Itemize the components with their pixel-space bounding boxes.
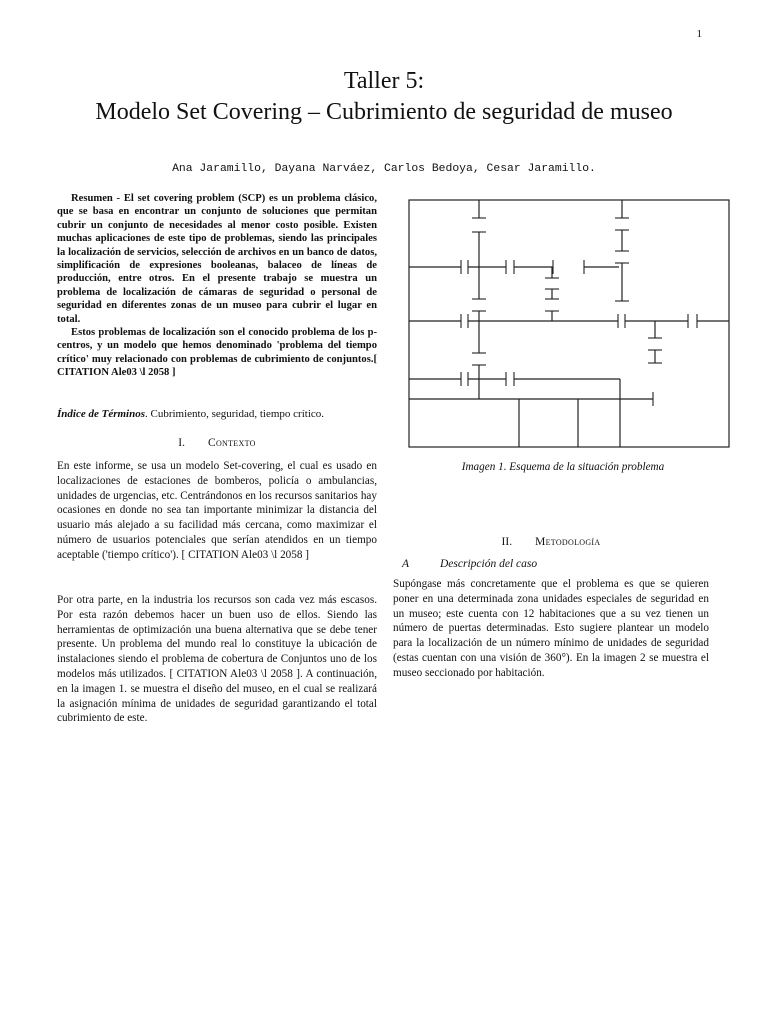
section-1-numeral: I. xyxy=(178,437,185,449)
museum-floor-plan xyxy=(408,199,730,448)
museum-outer-wall xyxy=(409,200,729,447)
abstract xyxy=(57,192,377,380)
authors: Ana Jaramillo, Dayana Narváez, Carlos Bedoya, Cesar Jaramillo. xyxy=(172,163,596,175)
section-1-heading xyxy=(57,437,377,449)
section-1-paragraph-1: En este informe, se usa un modelo Set-covering, el cual es usado en localizaciones de estaciones de bomberos, policía o ambulancias, unidades de urgencias, etc. Centrándonos en los recursos sanitarios hay ocasiones en donde no sea tan importante minimizar la distancia del usuario más alejado a su facilidad más cercana, como maximizar el número de usuarios potenciales que serían atendidos en un tiempo aceptable ('tiempo crítico'). [ CITATION Ale03 \l 2058 ] xyxy=(57,460,377,561)
abstract-paragraph-2: Estos problemas de localización son el conocido problema de los p-centros, y un modelo que hemos denominado 'problema del tiempo crítico' muy relacionado con problemas de cubrimiento de conjuntos.[ CITATION Ale03 \l 2058 ] xyxy=(57,327,377,379)
section-1-paragraph-2: Por otra parte, en la industria los recursos son cada vez más escasos. Por esta razón debemos hacer un buen uso de ellos. Siendo las herramientas de optimización una buena alternativa que se debe tener presente. Un problema del mundo real lo constituye la ubicación de instalaciones siendo el problema de cobertura de Conjuntos uno de los modelos más utilizados. [ CITATION Ale03 \l 2058 ]. A continuación, en la imagen 1. se muestra el diseño del museo, en el cual se realizará la asignación mínima de unidades de seguridad garantizando el total cubrimiento de este. xyxy=(57,594,377,725)
index-terms-text: . Cubrimiento, seguridad, tiempo crítico. xyxy=(145,408,325,420)
figure-caption: Imagen 1. Esquema de la situación problema xyxy=(461,461,665,473)
page-number: 1 xyxy=(696,28,702,40)
section-2-paragraph-1: Supóngase más concretamente que el problema es que se quieren poner en una determinada zona unidades especiales de seguridad en un museo; este cuenta con 12 habitaciones que a su vez tienen un número de puertas determinadas. Esto sugiere plantear un modelo para la localización de un número mínimo de unidades de seguridad (estas cuentan con una visión de 360°). En la imagen 2 se muestra el museo seccionado por habitación. xyxy=(393,578,709,679)
paper-title xyxy=(0,66,768,128)
section-2-numeral: II. xyxy=(501,536,513,548)
section-1-name: Contexto xyxy=(208,437,256,449)
title-line-2: Modelo Set Covering – Cubrimiento de seguridad de museo xyxy=(95,99,673,125)
index-terms xyxy=(57,408,377,420)
subsection-title: Descripción del caso xyxy=(440,558,538,570)
index-terms-label: Índice de Términos xyxy=(57,408,145,420)
section-2-heading xyxy=(393,536,709,548)
subsection-a-heading xyxy=(402,558,537,570)
abstract-paragraph-1: Resumen - El set covering problem (SCP) es un problema clásico, que se basa en encontrar un conjunto de soluciones que permitan cubrir un conjunto de necesidades al menor costo posible. Existen muchas aplicaciones de este tipo de problemas, siendo las principales la localización de servicios, selección de archivos en un banco de datos, simplificación de expresiones booleanas, balaceo de líneas de producción, entre otros. En el presente trabajo se muestra un problema de localización de cámaras de seguridad o personal de seguridad en diferentes zonas de un museo para cubrir el lugar en total. xyxy=(57,193,377,325)
museum-floor-plan-figure xyxy=(408,199,730,448)
section-2-name: Metodología xyxy=(535,536,601,548)
subsection-letter: A xyxy=(402,558,410,570)
title-line-1: Taller 5: xyxy=(343,68,425,94)
